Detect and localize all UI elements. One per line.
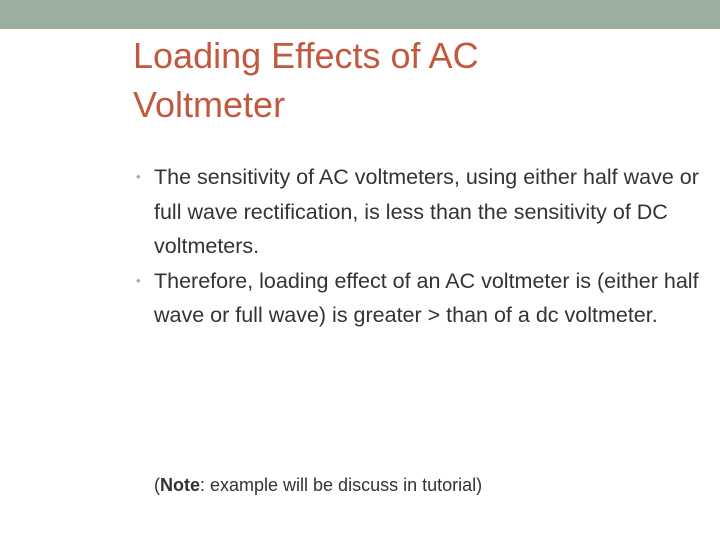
bullet-list — [136, 160, 706, 333]
slide-title — [133, 31, 693, 129]
note-body: : example will be discuss in tutorial) — [200, 475, 483, 495]
top-accent-bar — [0, 0, 720, 29]
bullet-item — [136, 160, 706, 264]
bullet-text: Therefore, loading effect of an AC voltmeter is (either half wave or full wave) is greater > than of a dc voltmeter. — [154, 268, 699, 327]
title-line-1: Loading Effects of AC — [133, 35, 479, 76]
bullet-icon: • — [136, 272, 141, 288]
bullet-item — [136, 264, 706, 333]
note-label: Note — [160, 475, 200, 495]
bullet-text: The sensitivity of AC voltmeters, using either half wave or full wave rectification, is less than the sensitivity of DC voltmeters. — [154, 165, 699, 258]
title-line-2: Voltmeter — [133, 84, 286, 125]
bullet-icon: • — [136, 169, 141, 184]
note-open-paren: ( — [154, 475, 160, 495]
note-text — [154, 473, 482, 497]
